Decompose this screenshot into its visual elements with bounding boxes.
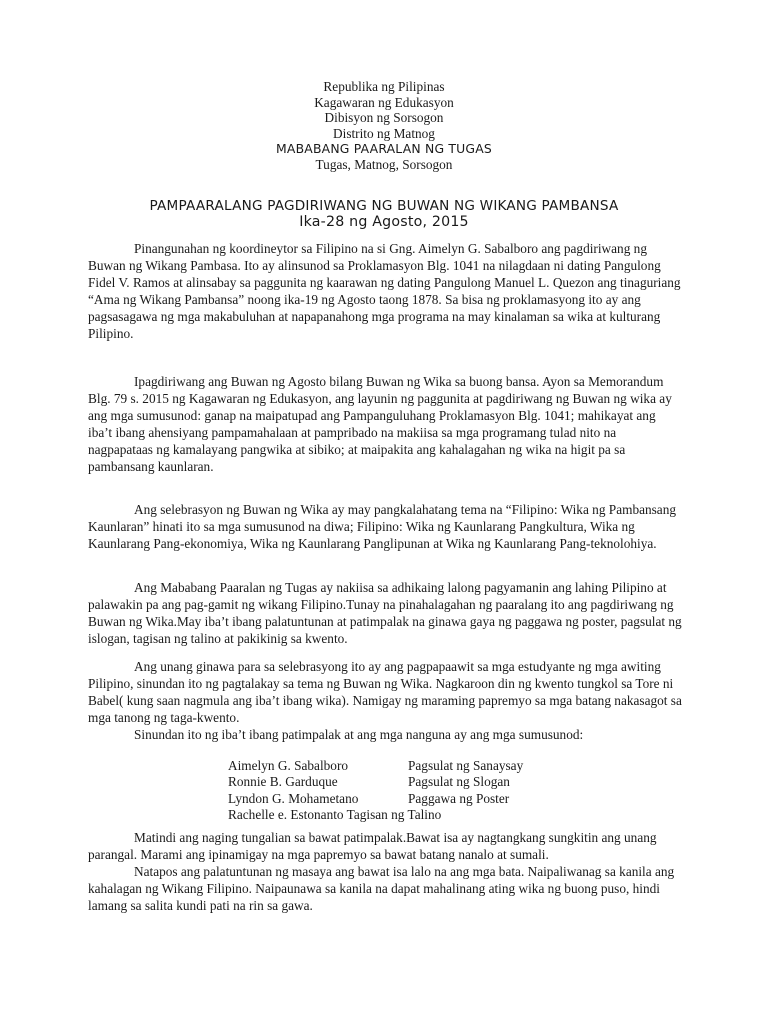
header-line-republic: Republika ng Pilipinas	[323, 79, 445, 94]
school-name: MABABANG PAARALAN NG TUGAS	[276, 141, 492, 157]
winner-name: Lyndon G. Mohametano	[228, 790, 359, 806]
paragraph-text: Ang unang ginawa para sa selebrasyong ito ay ang pagpapaawit sa mga estudyante ng mga awiting Pilipino, sinundan ito ng pagtalakay sa tema ng Buwan ng Wika. Nagkaroon din ng kwento tungkol sa Tore ni Babel( kung saan nagmula ang iba’t ibang wika). Namigay ng maraming papremyo sa mga batang nakasagot sa mga tanong ng taga-kwento.	[88, 659, 682, 726]
letterhead	[0, 79, 768, 173]
winner-row	[228, 758, 523, 774]
header-line-district: Distrito ng Matnog	[333, 125, 435, 141]
winner-contest: Paggawa ng Poster	[408, 790, 510, 806]
document-title	[0, 198, 768, 230]
winner-row	[228, 774, 523, 790]
winners-list	[228, 758, 523, 824]
header-line-department: Kagawaran ng Edukasyon	[314, 94, 454, 110]
paragraph-4	[88, 579, 682, 647]
paragraph-text: Sinundan ito ng iba’t ibang patimpalak at ang mga nanguna ay ang mga sumusunod:	[134, 727, 584, 743]
winner-row	[228, 791, 523, 807]
paragraph-3	[88, 501, 682, 552]
paragraph-text: Natapos ang palatuntunan ng masaya ang bawat isa lalo na ang mga bata. Naipaliwanag sa kanila ang kahalagan ng Wikang Filipino. Naipaunawa sa kanila na dapat mahalinang ating wika ng buong puso, hindi lamang sa salita kundi pati na rin sa gawa.	[88, 864, 675, 914]
paragraph-1	[88, 240, 682, 343]
winner-contest: Pagsulat ng Sanaysay	[408, 758, 524, 773]
school-address: Tugas, Matnog, Sorsogon	[315, 156, 453, 172]
title-main: PAMPAARALANG PAGDIRIWANG NG BUWAN NG WIKANG PAMBANSA	[149, 198, 619, 214]
winner-name: Aimelyn G. Sabalboro	[228, 758, 349, 773]
winner-name: Ronnie B. Garduque	[228, 774, 338, 790]
winner-row	[228, 807, 523, 823]
title-date: Ika-28 ng Agosto, 2015	[299, 214, 469, 230]
paragraph-text: Ipagdiriwang ang Buwan ng Agosto bilang Buwan ng Wika sa buong bansa. Ayon sa Memorandum Blg. 79 s. 2015 ng Kagawaran ng Edukasyon, ang layunin ng paggunita at pagdiriwang ng Buwan ng wika ay ang mga sumusunod: ganap na maipatupad ang Pampanguluhang Proklamasyon Blg. 1041; mahikayat ang iba’t ibang ahensiyang pampamahalaan at pampribado na makiisa sa mga programang tulad nito na nagpapataas ng kamalayang pangwika at sibiko; at maipakita ang kahalagahan ng wika na higit pa sa pambansang kaunlaran.	[88, 374, 672, 475]
winner-line: Rachelle e. Estonanto Tagisan ng Talino	[228, 807, 442, 823]
paragraph-text: Ang Mababang Paaralan ng Tugas ay nakiisa sa adhikaing lalong pagyamanin ang lahing Pilipino at palawakin pa ang pag-gamit ng wikang Filipino.Tunay na pinahalagahan ng paaralang ito ang pagdiriwang ng Buwan ng Wika.May iba’t ibang palatuntunan at patimpalak na ginawa gaya ng paggawa ng poster, pagsulat ng islogan, tagisan ng talino at pakikinig sa kwento.	[88, 580, 682, 647]
paragraph-text: Pinangunahan ng koordineytor sa Filipino na si Gng. Aimelyn G. Sabalboro ang pagdiriwang ng Buwan ng Wikang Pambasa. Ito ay alinsunod sa Proklamasyon Blg. 1041 na nilagdaan ni dating Pangulong Fidel V. Ramos at alinsabay sa paggunita ng kaarawan ng dating Pangulong Manuel L. Quezon ang tinaguriang “Ama ng Wikang Pambansa” noong ika-19 ng Agosto taong 1878. Sa bisa ng proklamasyong ito ay ang pagsasagawa ng mga makabuluhan at napapanahong mga programa na may kinalaman sa wika at kulturang Pilipino.	[88, 241, 681, 342]
paragraph-6	[88, 829, 682, 914]
paragraph-5	[88, 658, 682, 743]
paragraph-text: Ang selebrasyon ng Buwan ng Wika ay may pangkalahatang tema na “Filipino: Wika ng Pambansang Kaunlaran” hinati ito sa mga sumusunod na diwa; Filipino: Wika ng Kaunlarang Pangkultura, Wika ng Kaunlarang Pang-ekonomiya, Wika ng Kaunlarang Panglipunan at Wika ng Kaunlarang Pang-teknolohiya.	[88, 502, 677, 552]
header-line-division: Dibisyon ng Sorsogon	[324, 110, 444, 126]
paragraph-2	[88, 373, 682, 476]
winner-contest: Pagsulat ng Slogan	[408, 774, 510, 790]
paragraph-text: Matindi ang naging tungalian sa bawat patimpalak.Bawat isa ay nagtangkang sungkitin ang unang parangal. Marami ang ipinamigay na mga papremyo sa bawat batang nanalo at sumali.	[88, 830, 657, 863]
